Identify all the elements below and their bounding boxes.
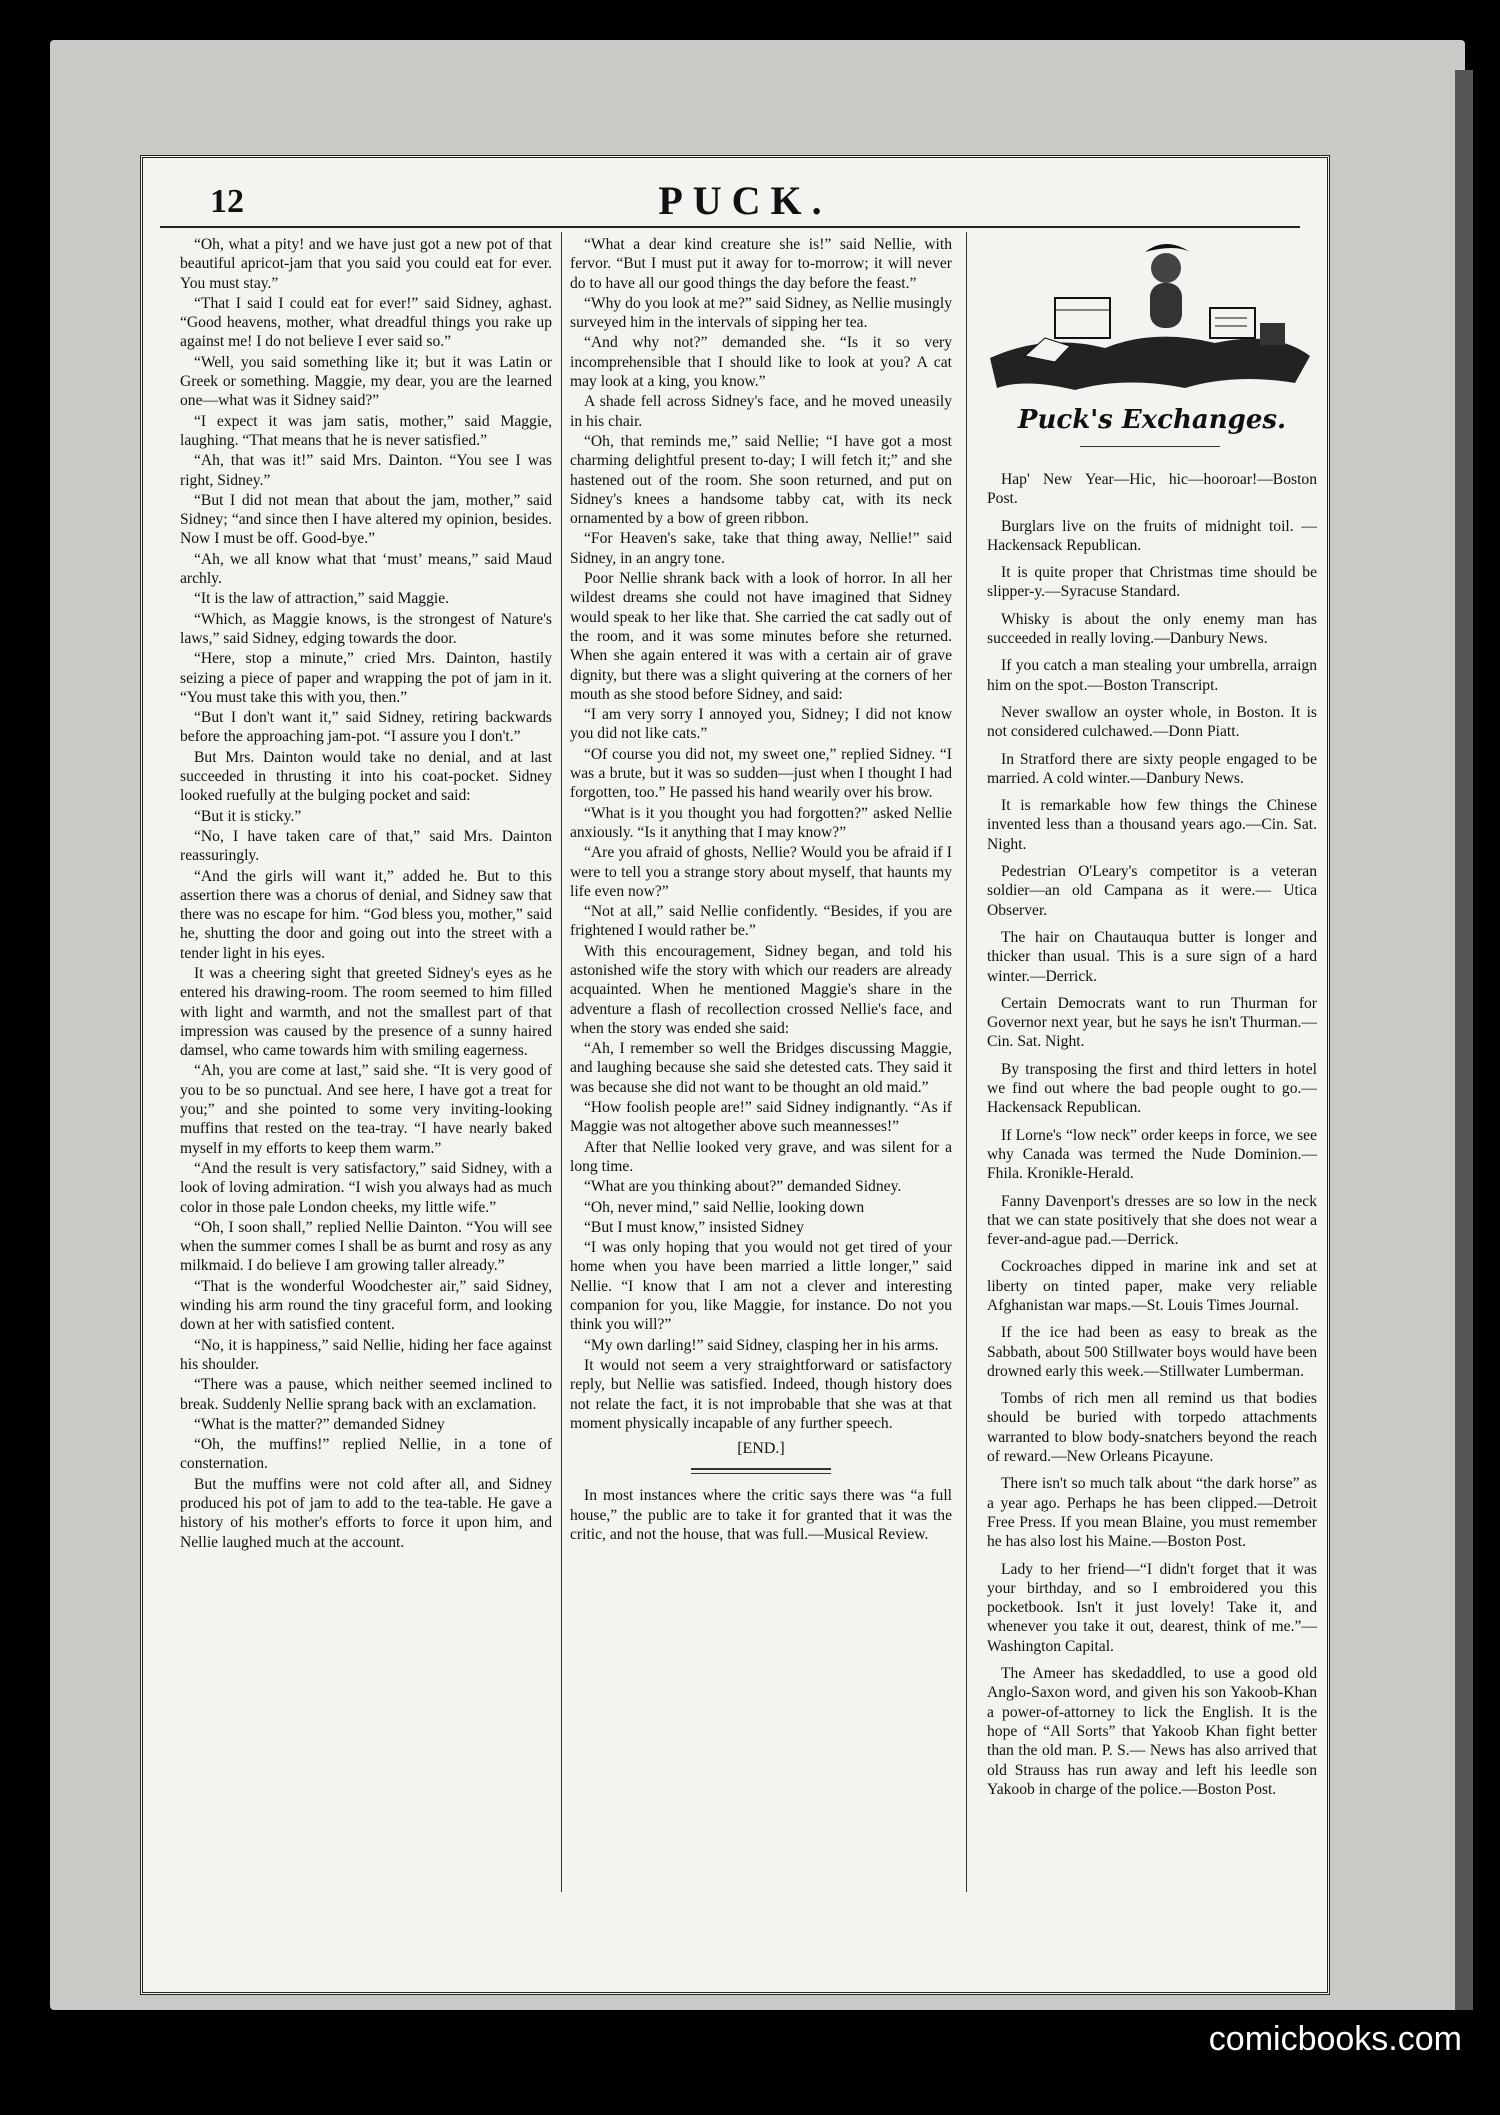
story-paragraph: Poor Nellie shrank back with a look of horror. In all her wildest dreams she could not have imagined that Sidney would speak to her like that. She carried the cat sadly out of the room, and it was some minutes before she returned. When she again entered it was with a certain air of grave dignity, but there was a slight quivering at the corners of her mouth as she stood before Sidney, and said: — [570, 570, 952, 703]
story-paragraph: “Oh, the muffins!” replied Nellie, in a tone of consternation. — [180, 1436, 552, 1473]
story-paragraph: With this encouragement, Sidney began, and told his astonished wife the story with which our readers are already acquainted. When he mentioned Maggie's share in the adventure a flash of recollection crossed Nellie's face, and when the story was ended she said: — [570, 942, 952, 1037]
story-paragraph: “There was a pause, which neither seemed inclined to break. Suddenly Nellie sprang back with an exclamation. — [180, 1376, 552, 1413]
story-paragraph: “Ah, I remember so well the Bridges discussing Maggie, and laughing because she said she detested cats. They said it was because she did not want to be thought an old maid.” — [570, 1040, 952, 1096]
exchange-item: The hair on Chautauqua butter is longer and thicker than usual. This is a sure sign of a hard winter.—Derrick. — [987, 928, 1317, 985]
column-divider — [561, 232, 562, 1892]
exchange-item: Never swallow an oyster whole, in Boston. It is not considered culchawed.—Donn Piatt. — [987, 703, 1317, 741]
exchange-item: There isn't so much talk about “the dark horse” as a year ago. Perhaps he has been clipped.—Detroit Free Press. If you mean Blaine, you must remember he has also lost his Maine.—Boston Post. — [987, 1475, 1317, 1551]
exchanges-column — [987, 470, 1317, 2115]
column-divider — [966, 232, 967, 1892]
exchange-item: Pedestrian O'Leary's competitor is a veteran soldier—an old Campana as it were.— Utica Observer. — [987, 863, 1317, 919]
exchange-item: Cockroaches dipped in marine ink and set at liberty on tinted paper, make very reliable Afghanistan war maps.—St. Louis Times Journal. — [987, 1258, 1317, 1314]
story-paragraph: “I expect it was jam satis, mother,” said Maggie, laughing. “That means that he is never satisfied.” — [180, 412, 552, 449]
exchange-item: Whisky is about the only enemy man has succeeded in really loving.—Danbury News. — [987, 610, 1317, 648]
story-paragraph: “What a dear kind creature she is!” said Nellie, with fervor. “But I must put it away for to-morrow; it will never do to have all our good things the day before the feast.” — [570, 236, 952, 292]
story-paragraph: “Here, stop a minute,” cried Mrs. Dainton, hastily seizing a piece of paper and wrapping the pot of jam in it. “You must take this with you, then.” — [180, 650, 552, 706]
watermark: comicbooks.com — [1208, 2020, 1462, 2058]
story-paragraph: “For Heaven's sake, take that thing away, Nellie!” said Sidney, in an angry tone. — [570, 530, 952, 567]
book-spine — [1455, 70, 1473, 2010]
story-column-2 — [570, 235, 952, 1880]
story-paragraph: It would not seem a very straightforward or satisfactory reply, but Nellie was satisfied. Indeed, though history does not relate the fact, it is not improbable that she was at that moment physically incapable of any further speech. — [570, 1356, 952, 1432]
header-rule — [160, 226, 1300, 228]
masthead-title: PUCK. — [658, 178, 832, 223]
exchange-item: The Ameer has skedaddled, to use a good old Anglo-Saxon word, and given his son Yakoob-Khan a power-of-attorney to lick the English. It is the hope of “All Sorts” that Yakoob Khan fight better than the old man. P. S.— News has also arrived that old Strauss has run away and left his leedle son Yakoob in charge of the police.—Boston Post. — [987, 1665, 1317, 1798]
exchange-item: Tombs of rich men all remind us that bodies should be buried with torpedo attachments warranted to blow body-snatchers beyond the reach of reward.—New Orleans Picayune. — [987, 1390, 1317, 1466]
story-paragraph: “I am very sorry I annoyed you, Sidney; I did not know you did not like cats.” — [570, 706, 952, 743]
story-paragraph: “Not at all,” said Nellie confidently. “Besides, if you are frightened I would rather be.” — [570, 903, 952, 940]
story-paragraph: A shade fell across Sidney's face, and he moved uneasily in his chair. — [570, 393, 952, 430]
exchange-item: It is quite proper that Christmas time should be slipper-y.—Syracuse Standard. — [987, 564, 1317, 601]
story-paragraph: “But I must know,” insisted Sidney — [584, 1218, 804, 1236]
story-paragraph: “No, I have taken care of that,” said Mrs. Dainton reassuringly. — [180, 827, 552, 865]
section-separator — [691, 1468, 831, 1474]
exchange-item: If Lorne's “low neck” order keeps in force, we see why Canada was termed the Nude Dominion.—Fhila. Kronikle-Herald. — [987, 1126, 1317, 1183]
story-paragraph: “Ah, that was it!” said Mrs. Dainton. “You see I was right, Sidney.” — [180, 452, 552, 489]
story-paragraph: “But I don't want it,” said Sidney, retiring backwards before the approaching jam-pot. “I assure you I don't.” — [180, 709, 552, 746]
exchange-item: Fanny Davenport's dresses are so low in the neck that we can state positively that she does not wear a fever-and-ague pad.—Derrick. — [987, 1192, 1317, 1249]
story-paragraph: “Well, you said something like it; but it was Latin or Greek or something. Maggie, my dear, you are the learned one—what was it Sidney said?” — [180, 353, 552, 410]
column-2-tail-paragraph: In most instances where the critic says there was “a full house,” the public are to take it for granted that it was the critic, and not the house, that was full.—Musical Review. — [570, 1487, 952, 1543]
page-header — [160, 175, 1330, 225]
story-column-1 — [180, 235, 552, 1880]
story-paragraph: “Why do you look at me?” said Sidney, as Nellie musingly surveyed him in the intervals of sipping her tea. — [570, 294, 952, 332]
exchanges-heading: Puck's Exchanges. — [1017, 405, 1287, 435]
exchange-item: If you catch a man stealing your umbrella, arraign him on the spot.—Boston Transcript. — [987, 657, 1317, 694]
story-column-2-body — [570, 235, 952, 1433]
story-paragraph: “Are you afraid of ghosts, Nellie? Would you be afraid if I were to tell you a strange story about myself, that haunts my life even now?” — [570, 844, 952, 900]
story-paragraph: “That is the wonderful Woodchester air,” said Sidney, winding his arm round the tiny graceful form, and looking down at her with satisfied content. — [180, 1277, 552, 1334]
story-paragraph: “Oh, I soon shall,” replied Nellie Dainton. “You will see when the summer comes I shall be as burnt and rosy as any milkmaid. I do believe I am growing taller already.” — [180, 1218, 552, 1275]
heading-rule — [1080, 446, 1220, 447]
story-paragraph: After that Nellie looked very grave, and was silent for a long time. — [570, 1138, 952, 1175]
story-paragraph: “Of course you did not, my sweet one,” replied Sidney. “I was a brute, but it was so sudden—just when I thought I had forgotten, too.” He passed his hand wearily over his brow. — [570, 745, 952, 802]
exchange-item: Hap' New Year—Hic, hic—hooroar!—Boston Post. — [987, 471, 1317, 508]
story-paragraph: “And the result is very satisfactory,” said Sidney, with a look of loving admiration. “I wish you always had as much color in those pale London cheeks, my little wife.” — [180, 1159, 552, 1216]
exchange-item: Burglars live on the fruits of midnight toil. —Hackensack Republican. — [987, 517, 1317, 554]
exchange-item: It is remarkable how few things the Chinese invented less than a thousand years ago.—Cin. Sat. Night. — [987, 797, 1317, 853]
end-mark: [END.] — [737, 1440, 785, 1458]
story-paragraph: “What are you thinking about?” demanded Sidney. — [584, 1178, 902, 1196]
story-paragraph: “No, it is happiness,” said Nellie, hiding her face against his shoulder. — [180, 1336, 552, 1373]
story-paragraph: “What is the matter?” demanded Sidney — [194, 1415, 445, 1433]
story-paragraph: “What is it you thought you had forgotten?” asked Nellie anxiously. “Is it anything that I may know?” — [570, 804, 952, 841]
exchange-item: By transposing the first and third letters in hotel we find out where the bad people ought to go.—Hackensack Republican. — [987, 1060, 1317, 1117]
story-paragraph: “Which, as Maggie knows, is the strongest of Nature's laws,” said Sidney, edging towards the door. — [180, 610, 552, 647]
story-paragraph: “Oh, what a pity! and we have just got a new pot of that beautiful apricot-jam that you said you could eat for ever. You must stay.” — [180, 236, 552, 292]
exchanges-illustration — [985, 238, 1315, 403]
story-paragraph: “But it is sticky.” — [194, 807, 302, 825]
story-paragraph: “Oh, never mind,” said Nellie, looking down — [584, 1198, 865, 1216]
story-paragraph: “My own darling!” said Sidney, clasping her in his arms. — [584, 1336, 939, 1354]
story-paragraph: “Ah, we all know what that ‘must’ means,” said Maud archly. — [180, 550, 552, 588]
exchange-item: In Stratford there are sixty people engaged to be married. A cold winter.—Danbury News. — [987, 750, 1317, 787]
story-paragraph: “And the girls will want it,” added he. But to this assertion there was a chorus of denial, and Sidney saw that there was no escape for him. “God bless you, mother,” said he, shutting the door and going out into the street with a tender light in his eyes. — [180, 867, 552, 962]
story-paragraph: “How foolish people are!” said Sidney indignantly. “As if Maggie was not altogether above such meannesses!” — [570, 1099, 952, 1136]
page-number: 12 — [210, 183, 244, 220]
exchange-item: If the ice had been as easy to break as the Sabbath, about 500 Stillwater boys would have been drowned early this week.—Stillwater Lumberman. — [987, 1324, 1317, 1380]
story-paragraph: “Ah, you are come at last,” said she. “It is very good of you to be so punctual. And see here, I have got a treat for you;” and she pointed to some very inviting-looking muffins that rested on the tea-tray. “I have nearly baked myself in my efforts to keep them warm.” — [180, 1062, 552, 1157]
story-paragraph: But the muffins were not cold after all, and Sidney produced his pot of jam to add to the tea-table. He gave a history of his mother's efforts to force it upon him, and Nellie laughed much at the account. — [180, 1475, 552, 1551]
story-paragraph: It was a cheering sight that greeted Sidney's eyes as he entered his drawing-room. The room seemed to him filled with light and warmth, and not the smallest part of that impression was caused by the presence of a sunny haired damsel, who came towards him with smiling eagerness. — [180, 964, 552, 1060]
exchange-item: Lady to her friend—“I didn't forget that it was your birthday, and so I embroidered you this pocketbook. Isn't it just lovely! Take it, and whenever you take it out, dearest, think of me.”— Washington Capital. — [987, 1560, 1317, 1655]
story-paragraph: “But I did not mean that about the jam, mother,” said Sidney; “and since then I have altered my opinion, besides. Now I must be off. Good-bye.” — [180, 491, 552, 548]
story-paragraph: “I was only hoping that you would not get tired of your home when you have been married a little longer,” said Nellie. “I know that I am not a clever and interesting companion for you, like Maggie, for instance. Do not you think you will?” — [570, 1239, 952, 1334]
story-paragraph: “That I said I could eat for ever!” said Sidney, aghast. “Good heavens, mother, what dreadful things you rake up against me! I do not believe I ever said so.” — [180, 294, 552, 351]
story-paragraph: “And why not?” demanded she. “Is it so very incomprehensible that I should like to look at you? A cat may look at a king, you know.” — [570, 334, 952, 391]
story-paragraph: “Oh, that reminds me,” said Nellie; “I have got a most charming delightful present to-day; I will fetch it;” and she hastened out of the room. She soon returned, and put on Sidney's knees a handsome tabby cat, with its neck ornamented by a bow of green ribbon. — [570, 432, 952, 528]
story-paragraph: But Mrs. Dainton would take no denial, and at last succeeded in thrusting it into his coat-pocket. Sidney looked ruefully at the bulging pocket and said: — [180, 748, 552, 805]
exchange-item: Certain Democrats want to run Thurman for Governor next year, but he says he isn't Thurman.—Cin. Sat. Night. — [987, 994, 1317, 1051]
story-paragraph: “It is the law of attraction,” said Maggie. — [194, 590, 450, 608]
